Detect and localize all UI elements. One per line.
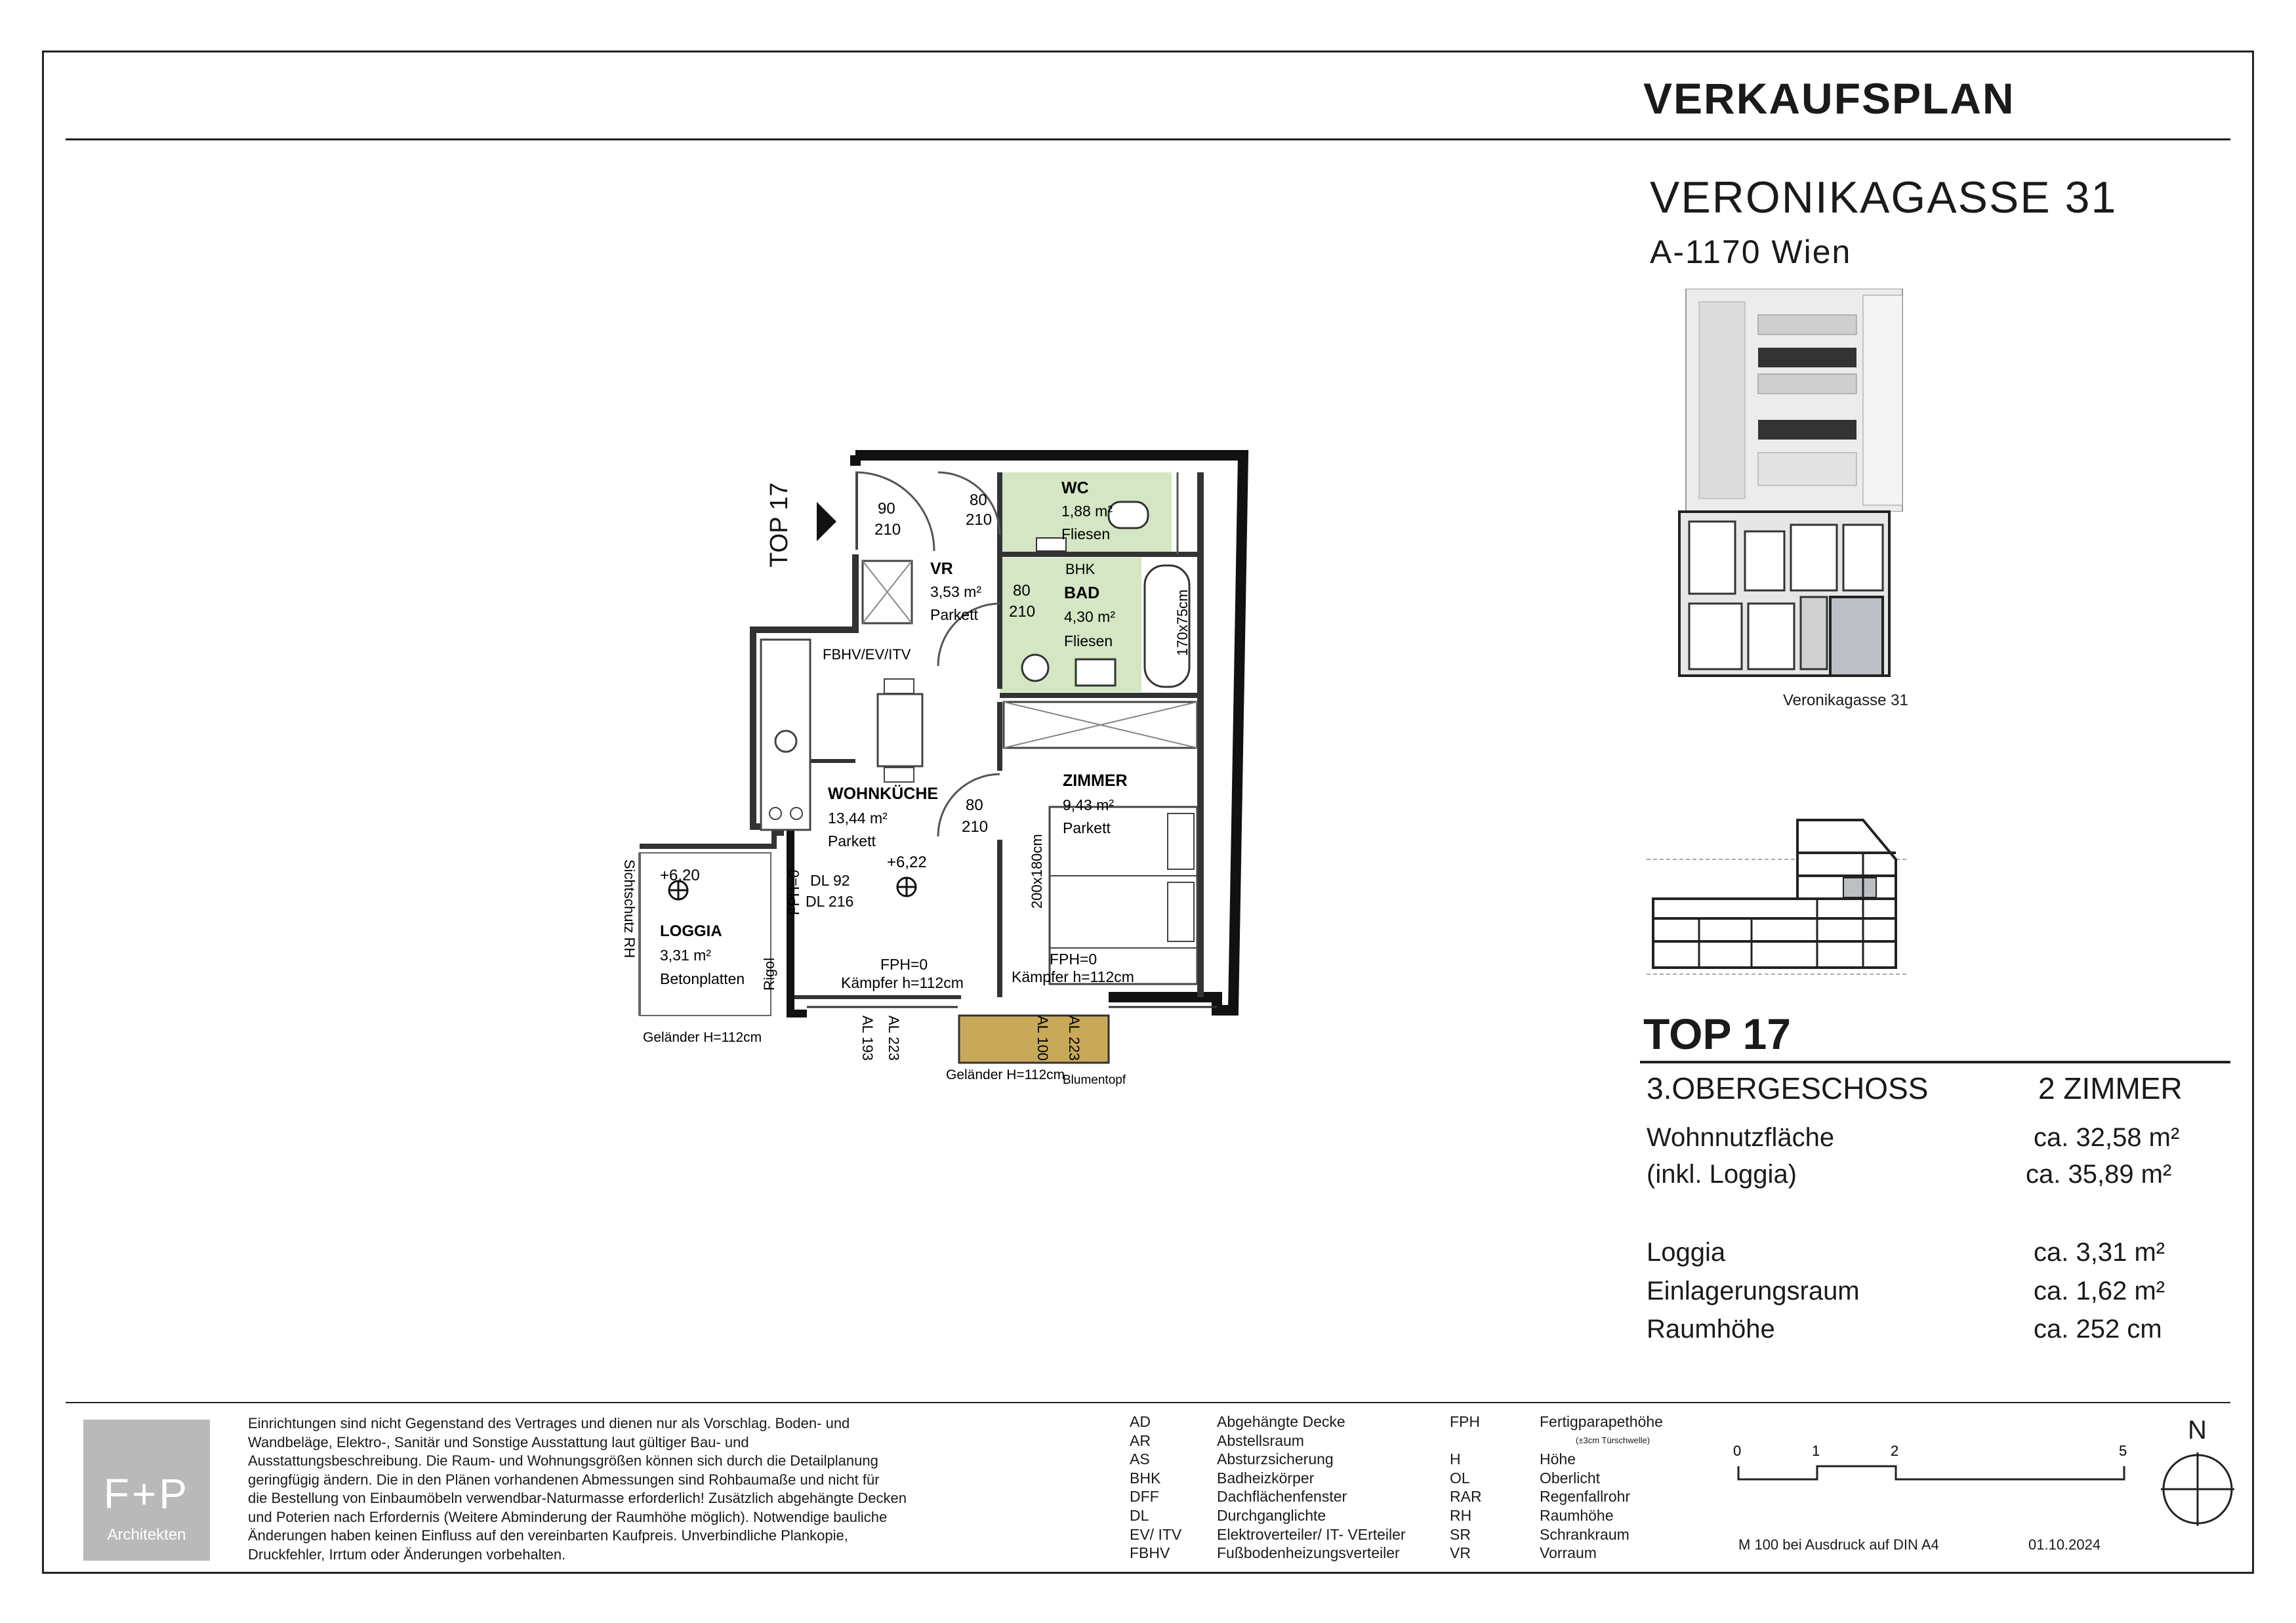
room-floor-vr: Parkett — [930, 606, 978, 623]
room-floor-wohnkueche: Parkett — [828, 832, 876, 850]
area-label: Einlagerungsraum — [1647, 1277, 1860, 1305]
door-dim: 210 — [874, 521, 901, 539]
legend-abbr: RAR — [1450, 1488, 1482, 1506]
area-label: Loggia — [1647, 1238, 1726, 1267]
address-city: A-1170 Wien — [1650, 234, 1852, 270]
disclaimer-line: Ausstattungsbeschreibung. Die Raum- und Wohnungsgrößen können sich durch die Detailplanung — [248, 1452, 878, 1469]
area-value: ca. 35,89 m² — [2026, 1160, 2172, 1189]
legend-abbr: AD — [1130, 1413, 1151, 1430]
level-kitchen: +6,22 — [887, 853, 927, 871]
north-label: N — [2188, 1416, 2207, 1445]
legend-abbr: OL — [1450, 1469, 1470, 1487]
disclaimer-line: Änderungen haben keinen Einfluss auf den vereinbarten Kaufpreis. Unverbindliche Plankopie, — [248, 1527, 848, 1544]
floor-plan — [590, 446, 1299, 1102]
gelaender-loggia: Geländer H=112cm — [643, 1030, 762, 1045]
legend-abbr: BHK — [1130, 1469, 1161, 1487]
company-logo — [83, 1420, 210, 1561]
disclaimer-line: Einrichtungen sind nicht Gegenstand des Vertrages und dienen nur als Vorschlag. Boden- und — [248, 1415, 850, 1431]
fbhv-label: FBHV/EV/ITV — [823, 646, 911, 663]
area-value: ca. 32,58 m² — [2034, 1123, 2180, 1152]
legend-abbr: FPH — [1450, 1413, 1480, 1430]
legend-text: Fertigparapethöhe — [1540, 1413, 1663, 1430]
area-value: ca. 1,62 m² — [2034, 1277, 2165, 1305]
door-dim: 210 — [1009, 603, 1036, 621]
room-name-loggia: LOGGIA — [660, 922, 722, 940]
scale-tick: 0 — [1733, 1443, 1742, 1459]
disclaimer-line: die Bestellung von Einbaumöbeln verwendbar-Naturmasse erforderlich! Zusätzlich abgehängte Decken — [248, 1490, 907, 1506]
legend-abbr: AR — [1130, 1431, 1151, 1449]
door-dim: 80 — [966, 796, 983, 814]
site-plan-unit-highlight — [1830, 597, 1883, 676]
al-label: AL 223 — [886, 1016, 902, 1061]
unit-floor: 3.OBERGESCHOSS — [1647, 1071, 1929, 1105]
disclaimer-line: Druckfehler, Irrtum oder Änderungen vorbehalten. — [248, 1546, 566, 1563]
unit-rooms: 2 ZIMMER — [2038, 1071, 2183, 1105]
legend-abbr: DL — [1130, 1506, 1149, 1524]
fph-zimmer: FPH=0 — [1050, 951, 1097, 968]
bath-size: 170x75cm — [1174, 589, 1191, 656]
legend-text: Elektroverteiler/ IT- VErteiler — [1217, 1525, 1406, 1543]
door-dim: 80 — [970, 491, 987, 509]
al-label: AL 100 — [1035, 1016, 1051, 1061]
legend-text: Absturzsicherung — [1217, 1450, 1334, 1468]
door-dim: 210 — [966, 511, 993, 529]
header-rule — [66, 138, 2230, 140]
sheet-title: VERKAUFSPLAN — [1643, 74, 2015, 123]
room-area-loggia: 3,31 m² — [660, 947, 711, 964]
al-label: AL 223 — [1066, 1016, 1082, 1061]
room-area-bad: 4,30 m² — [1064, 608, 1115, 625]
legend-abbr — [1450, 1431, 1482, 1450]
scale-tick: 2 — [1891, 1443, 1899, 1459]
sichtschutz-label: Sichtschutz RH — [621, 859, 638, 958]
room-floor-wc: Fliesen — [1061, 525, 1111, 543]
door-dim: 210 — [962, 818, 989, 836]
area-label: Raumhöhe — [1647, 1315, 1775, 1344]
room-floor-zimmer: Parkett — [1063, 819, 1111, 836]
legend-text: Regenfallrohr — [1540, 1488, 1631, 1506]
disclaimer — [248, 1414, 1101, 1564]
room-area-wc: 1,88 m² — [1061, 503, 1113, 520]
legend-abbr-left — [1130, 1412, 1181, 1563]
room-name-wohnkueche: WOHNKÜCHE — [828, 785, 939, 803]
level-loggia: +6,20 — [660, 867, 700, 884]
fph-loggia: FPH=0 — [786, 869, 802, 915]
room-floor-loggia: Betonplatten — [660, 970, 745, 987]
disclaimer-line: und Poterien nach Erfordernis (Weitere Abminderung der Raumhöhe möglich). Notwendige bauliche — [248, 1508, 888, 1525]
logo-text: F+P — [103, 1470, 190, 1517]
room-area-vr: 3,53 m² — [930, 583, 981, 600]
area-label: Wohnnutzfläche — [1647, 1123, 1835, 1152]
plan-date: 01.10.2024 — [2028, 1536, 2101, 1553]
legend-note: (±3cm Türschwelle) — [1576, 1435, 1650, 1445]
scale-tick: 5 — [2119, 1443, 2127, 1459]
legend-text: Badheizkörper — [1217, 1469, 1315, 1487]
rigol-label: Rigol — [761, 957, 777, 991]
building-section — [1647, 813, 1909, 977]
legend-text: Oberlicht — [1540, 1469, 1601, 1487]
legend-abbr: SR — [1450, 1525, 1471, 1543]
kaempfer-kitchen: Kämpfer h=112cm — [841, 974, 964, 991]
entry-label: TOP 17 — [766, 482, 793, 567]
legend-abbr: RH — [1450, 1506, 1472, 1524]
scale-note: M 100 bei Ausdruck auf DIN A4 — [1738, 1536, 1939, 1553]
area-label: (inkl. Loggia) — [1647, 1160, 1797, 1189]
unit-name: TOP 17 — [1643, 1010, 1792, 1058]
door-dim: 80 — [1013, 582, 1031, 600]
legend-text: Höhe — [1540, 1450, 1576, 1468]
legend-abbr: H — [1450, 1450, 1461, 1468]
unit-rule — [1640, 1061, 2230, 1063]
room-name-wc: WC — [1061, 479, 1089, 497]
disclaimer-line: geringfügig ändern. Die in den Plänen vorhandenen Abmessungen sind Rohbaumaße und nicht für — [248, 1471, 880, 1488]
legend-text: Dachflächenfenster — [1217, 1488, 1347, 1506]
disclaimer-line: Wandbeläge, Elektro-, Sanitär und Sonstige Ausstattung laut gültiger Bau- und — [248, 1433, 749, 1450]
legend-abbr: VR — [1450, 1544, 1471, 1562]
site-plan — [1673, 289, 1916, 682]
room-floor-bad: Fliesen — [1064, 632, 1113, 649]
legend-text: Durchganglichte — [1217, 1506, 1326, 1524]
fph-kitchen: FPH=0 — [880, 956, 928, 973]
kaempfer-zimmer: Kämpfer h=112cm — [1012, 968, 1134, 985]
legend-text-left — [1217, 1412, 1406, 1563]
legend-abbr-right — [1450, 1412, 1482, 1563]
bed-size: 200x180cm — [1029, 834, 1045, 909]
room-name-zimmer: ZIMMER — [1063, 771, 1128, 790]
logo-subtext: Architekten — [107, 1526, 186, 1544]
legend-text: Abstellsraum — [1217, 1431, 1304, 1449]
legend-text: Raumhöhe — [1540, 1506, 1614, 1524]
legend-abbr: EV/ ITV — [1130, 1525, 1182, 1543]
section-unit-highlight — [1843, 878, 1876, 897]
legend-text: Schrankraum — [1540, 1525, 1630, 1543]
legend-abbr: FBHV — [1130, 1544, 1170, 1562]
legend-text: Abgehängte Decke — [1217, 1413, 1345, 1430]
balcony-planter — [959, 1016, 1109, 1063]
dl-label: DL 216 — [806, 893, 854, 910]
legend-text: Vorraum — [1540, 1544, 1597, 1562]
door-dim: 90 — [878, 500, 895, 518]
room-name-bad: BAD — [1064, 584, 1100, 602]
area-value: ca. 252 cm — [2034, 1315, 2162, 1344]
room-name-vr: VR — [930, 560, 953, 578]
dl-label: DL 92 — [810, 872, 850, 889]
area-value: ca. 3,31 m² — [2034, 1238, 2165, 1267]
gelaender-bottom: Geländer H=112cm — [946, 1067, 1065, 1082]
north-arrow-icon — [2158, 1450, 2237, 1529]
blumentopf-label: Blumentopf — [1063, 1073, 1126, 1087]
scale-tick: 1 — [1812, 1443, 1820, 1459]
legend-abbr: AS — [1130, 1450, 1150, 1468]
bhk-label: BHK — [1065, 561, 1096, 577]
legend-text-right — [1540, 1412, 1663, 1563]
room-area-wohnkueche: 13,44 m² — [828, 810, 888, 827]
legend-text: Fußbodenheizungsverteiler — [1217, 1544, 1400, 1562]
al-label: AL 193 — [859, 1016, 876, 1061]
room-area-zimmer: 9,43 m² — [1063, 796, 1114, 813]
site-plan-caption: Veronikagasse 31 — [1783, 691, 1908, 709]
entry-arrow — [817, 502, 836, 541]
legend-abbr: DFF — [1130, 1488, 1159, 1506]
scale-bar — [1725, 1440, 2145, 1492]
address-street: VERONIKAGASSE 31 — [1650, 173, 2118, 222]
footer-rule — [66, 1402, 2230, 1403]
